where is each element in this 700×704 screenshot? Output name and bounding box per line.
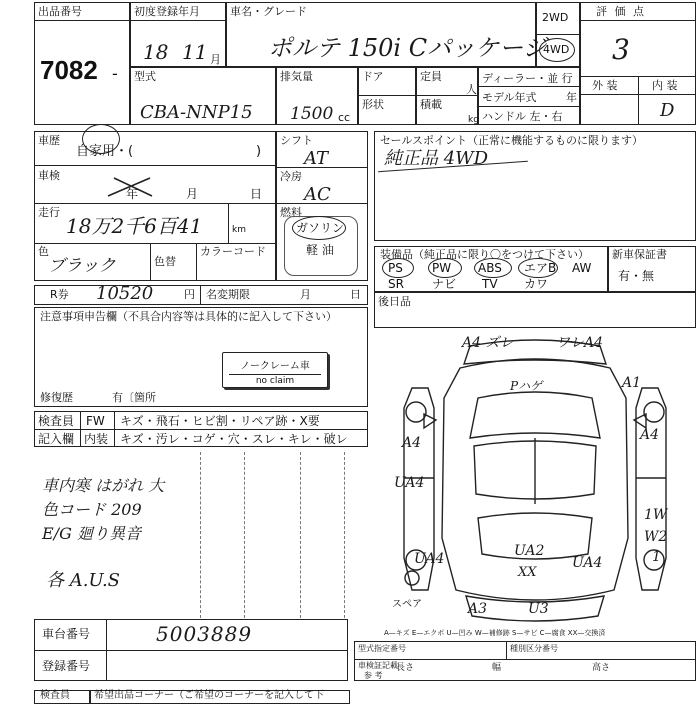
reg-date-label: 初度登録年月 <box>134 5 200 18</box>
diagram-mark: UA2 <box>514 543 545 559</box>
shift-value: AT <box>304 148 329 169</box>
history-label: 車歴 <box>38 134 60 147</box>
shaken-month-unit: 月 <box>186 187 199 201</box>
divider <box>276 167 368 168</box>
shaken-year-unit: 年 <box>126 187 139 201</box>
rating-label: 評 価 点 <box>596 5 646 18</box>
dash-line <box>344 452 345 618</box>
equip-airbag: エアB <box>524 261 557 275</box>
warranty-label: 新車保証書 <box>612 248 667 261</box>
sales-point-label: セールスポイント（正常に機能するものに限ります） <box>380 134 644 147</box>
capacity-label: 定員 <box>420 70 442 83</box>
interior-label: 内 装 <box>652 79 678 92</box>
drive-4wd: 4WD <box>543 43 570 56</box>
diagram-mark: UA4 <box>414 551 445 567</box>
divider <box>150 243 151 281</box>
divider <box>114 411 115 447</box>
dash-line <box>244 452 245 618</box>
length-label: 長さ <box>396 663 415 673</box>
equip-aw: AW <box>572 261 592 275</box>
name-change-label: 名変期限 <box>206 288 250 301</box>
ref-label: 参 考 <box>364 671 383 680</box>
divider <box>580 20 696 21</box>
inspection-note-4: 各 A.U.S <box>46 570 121 591</box>
circle-abs <box>474 258 512 278</box>
divider <box>80 411 81 447</box>
diagram-legend: A—キズ E—エクボ U—凹み W—補修跡 S—サビ C—腐食 XX—交換済 <box>384 629 606 637</box>
recorder-label: 記入欄 <box>38 432 75 446</box>
reg-month: 11 <box>182 40 208 64</box>
history-value: 自家用・( <box>76 144 134 159</box>
diagram-mark: U3 <box>528 601 549 617</box>
dash-line <box>300 452 301 618</box>
circle-airbag <box>518 258 558 278</box>
divider <box>276 203 368 204</box>
inspection-note-1: 車内寒 はがれ 大 <box>42 476 165 495</box>
mileage-value: 18万2千6百41 <box>66 214 203 238</box>
stamp-line-1: ノークレーム車 <box>240 361 310 372</box>
recycle-value: 10520 <box>96 283 154 304</box>
equip-abs: ABS <box>478 261 502 275</box>
divider <box>34 165 276 166</box>
dealer-label: ディーラー・並 行 <box>482 72 573 85</box>
diagram-mark: Pハゲ <box>510 379 543 393</box>
recycle-unit: 円 <box>184 288 195 301</box>
divider <box>130 20 226 21</box>
fuel-gasoline: ガソリン <box>296 221 345 235</box>
circle-pw <box>428 258 462 278</box>
divider <box>228 203 229 243</box>
interior-grade: D <box>660 100 675 121</box>
fuel-diesel: 軽 油 <box>306 243 334 257</box>
divider <box>536 34 580 35</box>
diagram-mark: A4 <box>402 435 422 451</box>
divider <box>478 106 580 107</box>
fuel-label: 燃料 <box>280 206 302 219</box>
equipment-label: 装備品（純正品に限り〇をつけて下さい） <box>380 248 589 261</box>
handle-label: ハンドル 左・右 <box>482 110 563 123</box>
load-unit: kg <box>468 115 479 125</box>
history-close: ) <box>256 144 262 159</box>
spare-label: スペア <box>392 599 422 610</box>
rating-value: 3 <box>612 33 630 66</box>
equip-sr: SR <box>388 277 404 291</box>
equip-pw: PW <box>432 261 452 275</box>
inspector-items: キズ・飛石・ヒビ割・リペア跡・X要 <box>120 414 320 428</box>
drive-2wd: 2WD <box>542 11 569 24</box>
divider <box>580 94 696 95</box>
divider <box>34 203 276 204</box>
divider <box>34 429 368 430</box>
color-code-label: カラーコード <box>200 245 266 258</box>
mileage-unit: km <box>232 225 246 235</box>
lot-number-label: 出品番号 <box>38 5 82 18</box>
divider <box>200 285 201 305</box>
repair-label: 修復歴 <box>40 391 73 404</box>
equip-tv: TV <box>482 277 498 291</box>
name-change-day: 日 <box>350 288 361 301</box>
class-no-label: 種別区分番号 <box>510 644 558 653</box>
equip-ps: PS <box>388 261 403 275</box>
stamp-line-2: no claim <box>229 374 321 386</box>
shape-label: 形状 <box>362 98 384 111</box>
divider <box>34 20 130 21</box>
shaken-cross-mark <box>100 174 160 200</box>
shaken-day-unit: 日 <box>250 187 263 201</box>
divider <box>638 76 639 125</box>
after-install-block <box>374 292 696 328</box>
divider <box>478 86 580 87</box>
lot-number: 7082 <box>40 55 98 85</box>
sales-point-value: 純正品 4WD <box>384 148 489 169</box>
height-label: 高さ <box>592 663 611 673</box>
diagram-mark: W2 <box>644 529 668 545</box>
warranty-value: 有・無 <box>618 269 655 283</box>
inspection-note-2: 色コード 209 <box>42 500 142 519</box>
model-code-label: 型式 <box>134 70 156 83</box>
displacement-value: 1500 <box>290 104 334 124</box>
model-year-label: モデル年式 <box>482 91 537 104</box>
diagram-mark: A1 <box>622 375 642 391</box>
diagram-mark: ワレA4 <box>556 335 604 351</box>
model-grade-label: 車名・グレード <box>230 5 307 18</box>
inspector-fw: FW <box>86 414 105 428</box>
reg-month-unit: 月 <box>210 53 221 66</box>
model-code: CBA-NNP15 <box>140 102 253 123</box>
exterior-label: 外 装 <box>592 79 618 92</box>
diagram-mark: A4 ズレ <box>462 335 514 351</box>
footer-label: 検査員 <box>40 690 70 701</box>
diagram-mark: A4 <box>640 427 660 443</box>
diagram-mark: A3 <box>468 601 488 617</box>
diagram-mark: UA4 <box>394 475 425 491</box>
shaken-label: 車検 <box>38 169 60 182</box>
model-grade: ポルテ 150i Cパッケージ <box>268 34 547 62</box>
displacement-unit: cc <box>338 111 351 124</box>
name-change-month: 月 <box>300 288 311 301</box>
divider <box>106 619 107 681</box>
repair-value: 有〔箇所 <box>112 391 156 404</box>
color-change-label: 色替 <box>154 255 176 268</box>
dims-label: 車検証記載 <box>358 661 398 670</box>
divider <box>354 659 696 660</box>
mileage-label: 走行 <box>38 206 60 219</box>
diagram-mark: UA4 <box>572 555 603 571</box>
chassis-number: 5003889 <box>156 622 253 646</box>
inspector-label: 検査員 <box>38 414 75 428</box>
recycle-label: R券 <box>50 288 69 301</box>
divider <box>506 641 507 659</box>
recycle-row <box>34 285 368 305</box>
capacity-unit: 人 <box>466 83 477 96</box>
registration-label: 登録番号 <box>42 659 91 673</box>
equip-navi: ナビ <box>432 277 457 291</box>
circle-ps <box>382 258 414 278</box>
inspection-note-3: E/G 廻り異音 <box>42 524 141 543</box>
dash-line <box>200 452 201 618</box>
divider <box>34 650 348 651</box>
divider <box>196 243 197 281</box>
diagram-mark: XX <box>518 565 537 580</box>
load-label: 積載 <box>420 98 442 111</box>
chassis-label: 車台番号 <box>42 627 91 641</box>
displacement-label: 排気量 <box>280 70 313 83</box>
divider <box>416 95 478 96</box>
doors-label: ドア <box>362 70 384 83</box>
after-install-label: 後日品 <box>378 295 411 308</box>
fuel-circle <box>292 216 346 240</box>
diagram-mark: 1W <box>644 507 668 523</box>
aircon-label: 冷房 <box>280 170 302 183</box>
footer-text: 希望出品コーナー（ご希望のコーナーを記入して下 <box>94 690 324 701</box>
recorder-interior: 内装 <box>84 432 109 446</box>
fixed-no-label: 型式指定番号 <box>358 644 406 653</box>
history-circle <box>82 124 120 154</box>
shift-label: シフト <box>280 134 313 147</box>
divider <box>34 243 276 244</box>
equip-leather: カワ <box>524 277 549 291</box>
notes-label: 注意事項申告欄（不具合内容等は具体的に記入して下さい） <box>40 310 337 323</box>
lot-dash: - <box>112 64 118 83</box>
model-year-unit: 年 <box>566 91 577 104</box>
divider <box>358 95 416 96</box>
color-label: 色 <box>38 245 49 258</box>
aircon-value: AC <box>304 184 331 205</box>
reg-year: 18 <box>143 40 169 64</box>
recorder-items: キズ・汚レ・コゲ・穴・スレ・キレ・破レ <box>120 432 348 446</box>
width-label: 幅 <box>492 663 502 673</box>
no-claim-stamp <box>222 352 328 388</box>
diagram-mark: 1 <box>652 549 661 565</box>
color-value: ブラック <box>48 256 116 276</box>
